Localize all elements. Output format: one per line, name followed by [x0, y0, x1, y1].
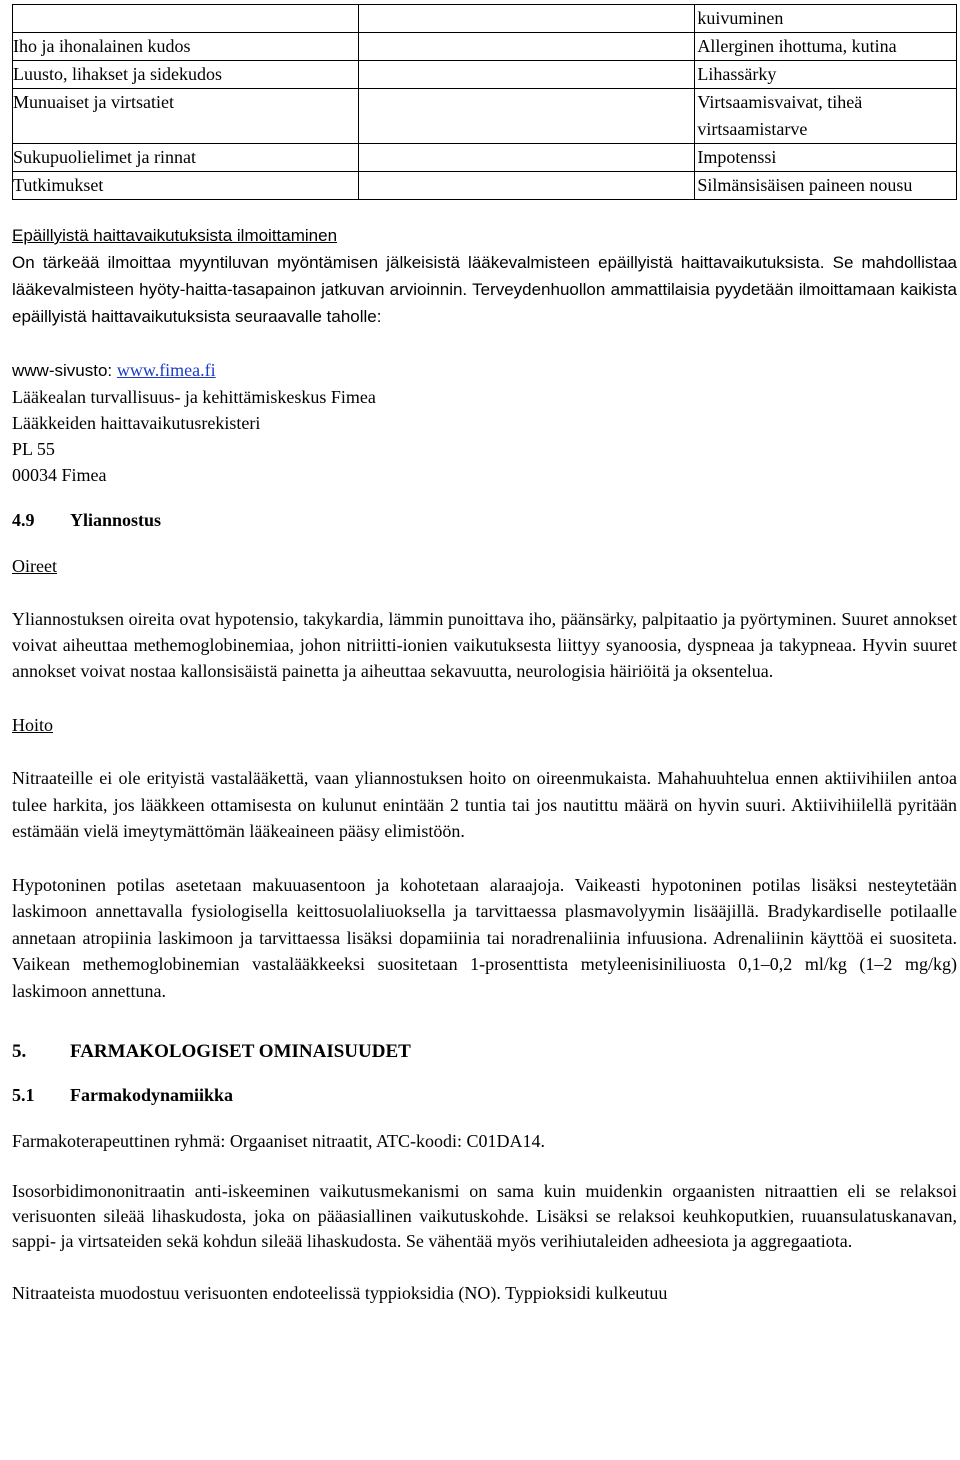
treatment-paragraph-2: Hypotoninen potilas asetetaan makuuasentoon ja kohotetaan alaraajoja. Vaikeasti hypotoninen potilas lisäksi nesteytetään laskimoon annettavalla fysiologisella keittosuolaliuoksella ja tarvittaessa plasmavolyymin lisääjillä. Bradykardiselle potilaalle annetaan atropiinia laskimoon ja tarvittaessa lisäksi dopamiinia tai noradrenaliinia infuusiona. Adrenaliinin käyttöä ei suositeta. Vaikean methemoglobinemian vastalääkkeeksi suositetaan 1-prosenttista metyleenisiniliuosta 0,1–0,2 ml/kg (1–2 mg/kg) laskimoon annettuna. [12, 874, 957, 1001]
address-line: Lääkealan turvallisuus- ja kehittämiskeskus Fimea [12, 387, 376, 407]
table-cell-organ [13, 5, 359, 33]
table-cell-organ: Sukupuolielimet ja rinnat [13, 144, 359, 172]
table-row [13, 144, 957, 172]
web-line [12, 357, 957, 384]
table-cell-effect: kuivuminen [695, 5, 957, 33]
nitric-oxide-paragraph: Nitraateista muodostuu verisuonten endoteelissä typpioksidia (NO). Typpioksidi kulkeutuu [12, 1283, 668, 1303]
table-cell-empty [358, 5, 695, 33]
table-cell-effect: Virtsaamisvaivat, tiheä virtsaamistarve [695, 89, 957, 144]
reporting-heading: Epäillyistä haittavaikutuksista ilmoittaminen [12, 226, 338, 245]
web-label: www-sivusto: [12, 361, 117, 380]
table-cell-empty [358, 61, 695, 89]
address-line: Lääkkeiden haittavaikutusrekisteri [12, 413, 261, 433]
table-row [13, 33, 957, 61]
section-5-heading [12, 1041, 957, 1063]
treatment-paragraph-1: Nitraateille ei ole erityistä vastalääkettä, vaan yliannostuksen hoito on oireenmukaista. Mahahuuhtelua ennen aktiivihiilen antoa tulee harkita, jos lääkkeen ottamisesta on kulunut enintään 2 tuntia tai jos nautittu määrä on hyvin suuri. Aktiivihiilellä pyritään estämään vielä imeytymättömän lääkeaineen pääsy elimistöön. [12, 768, 957, 841]
section-4-9-heading [12, 510, 957, 531]
reporting-section [12, 222, 957, 488]
table-cell-effect: Impotenssi [695, 144, 957, 172]
section-5-1-heading [12, 1085, 957, 1106]
treatment-heading: Hoito [12, 715, 54, 735]
address-line: PL 55 [12, 439, 55, 459]
table-cell-effect: Silmänsisäisen paineen nousu [695, 172, 957, 200]
table-cell-empty [358, 144, 695, 172]
symptoms-heading: Oireet [12, 556, 57, 576]
table-cell-organ: Iho ja ihonalainen kudos [13, 33, 359, 61]
mechanism-paragraph: Isosorbidimononitraatin anti-iskeeminen vaikutusmekanismi on sama kuin muidenkin orgaanisten nitraattien eli se relaksoi verisuonten sileää lihaskudosta, joka on pääasiallinen vaikutuskohde. Lisäksi se relaksoi keuhkoputkien, ruuansulatuskanavan, sappi- ja virtsateiden sekä kohdun sileää lihaskudosta. Se vähentää myös verihiutaleiden adheesiota ja aggregaatiota. [12, 1181, 957, 1251]
table-cell-effect: Allerginen ihottuma, kutina [695, 33, 957, 61]
table-cell-organ: Munuaiset ja virtsatiet [13, 89, 359, 144]
adverse-effects-table [12, 4, 957, 200]
document-page [12, 0, 957, 1307]
section-title: Yliannostus [70, 510, 162, 530]
table-row [13, 5, 957, 33]
symptoms-paragraph: Yliannostuksen oireita ovat hypotensio, takykardia, lämmin punoittava iho, päänsärky, palpitaatio ja pyörtyminen. Suuret annokset voivat aiheuttaa methemoglobinemiaa, johon nitriitti-ionien vaikutuksesta liittyy syanoosia, dyspneaa ja takypneaa. Hyvin suuret annokset voivat nostaa kallonsisäistä painetta ja aiheuttaa sekavuutta, neurologisia häiriöitä ja oksentelua. [12, 609, 957, 681]
section-number: 5. [12, 1041, 27, 1062]
reporting-paragraph: On tärkeää ilmoittaa myyntiluvan myöntämisen jälkeisistä lääkevalmisteen epäillyistä haittavaikutuksista. Se mahdollistaa lääkevalmisteen hyöty-haitta-tasapainon jatkuvan arvioinnin. Terveydenhuollon ammattilaisia pyydetään ilmoittamaan kaikista epäillyistä haittavaikutuksista seuraavalle taholle: [12, 253, 957, 326]
table-cell-empty [358, 172, 695, 200]
table-cell-effect: Lihassärky [695, 61, 957, 89]
section-title: FARMAKOLOGISET OMINAISUUDET [70, 1041, 411, 1062]
table-row [13, 172, 957, 200]
pharmacotherapeutic-group: Farmakoterapeuttinen ryhmä: Orgaaniset nitraatit, ATC-koodi: C01DA14. [12, 1131, 546, 1151]
section-title: Farmakodynamiikka [70, 1085, 234, 1105]
section-number: 5.1 [12, 1085, 35, 1105]
table-cell-organ: Tutkimukset [13, 172, 359, 200]
table-row [13, 89, 957, 144]
fimea-link[interactable]: www.fimea.fi [116, 360, 216, 380]
table-cell-empty [358, 33, 695, 61]
table-row [13, 61, 957, 89]
table-cell-organ: Luusto, lihakset ja sidekudos [13, 61, 359, 89]
section-number: 4.9 [12, 510, 35, 530]
table-cell-empty [358, 89, 695, 144]
address-line: 00034 Fimea [12, 465, 107, 485]
